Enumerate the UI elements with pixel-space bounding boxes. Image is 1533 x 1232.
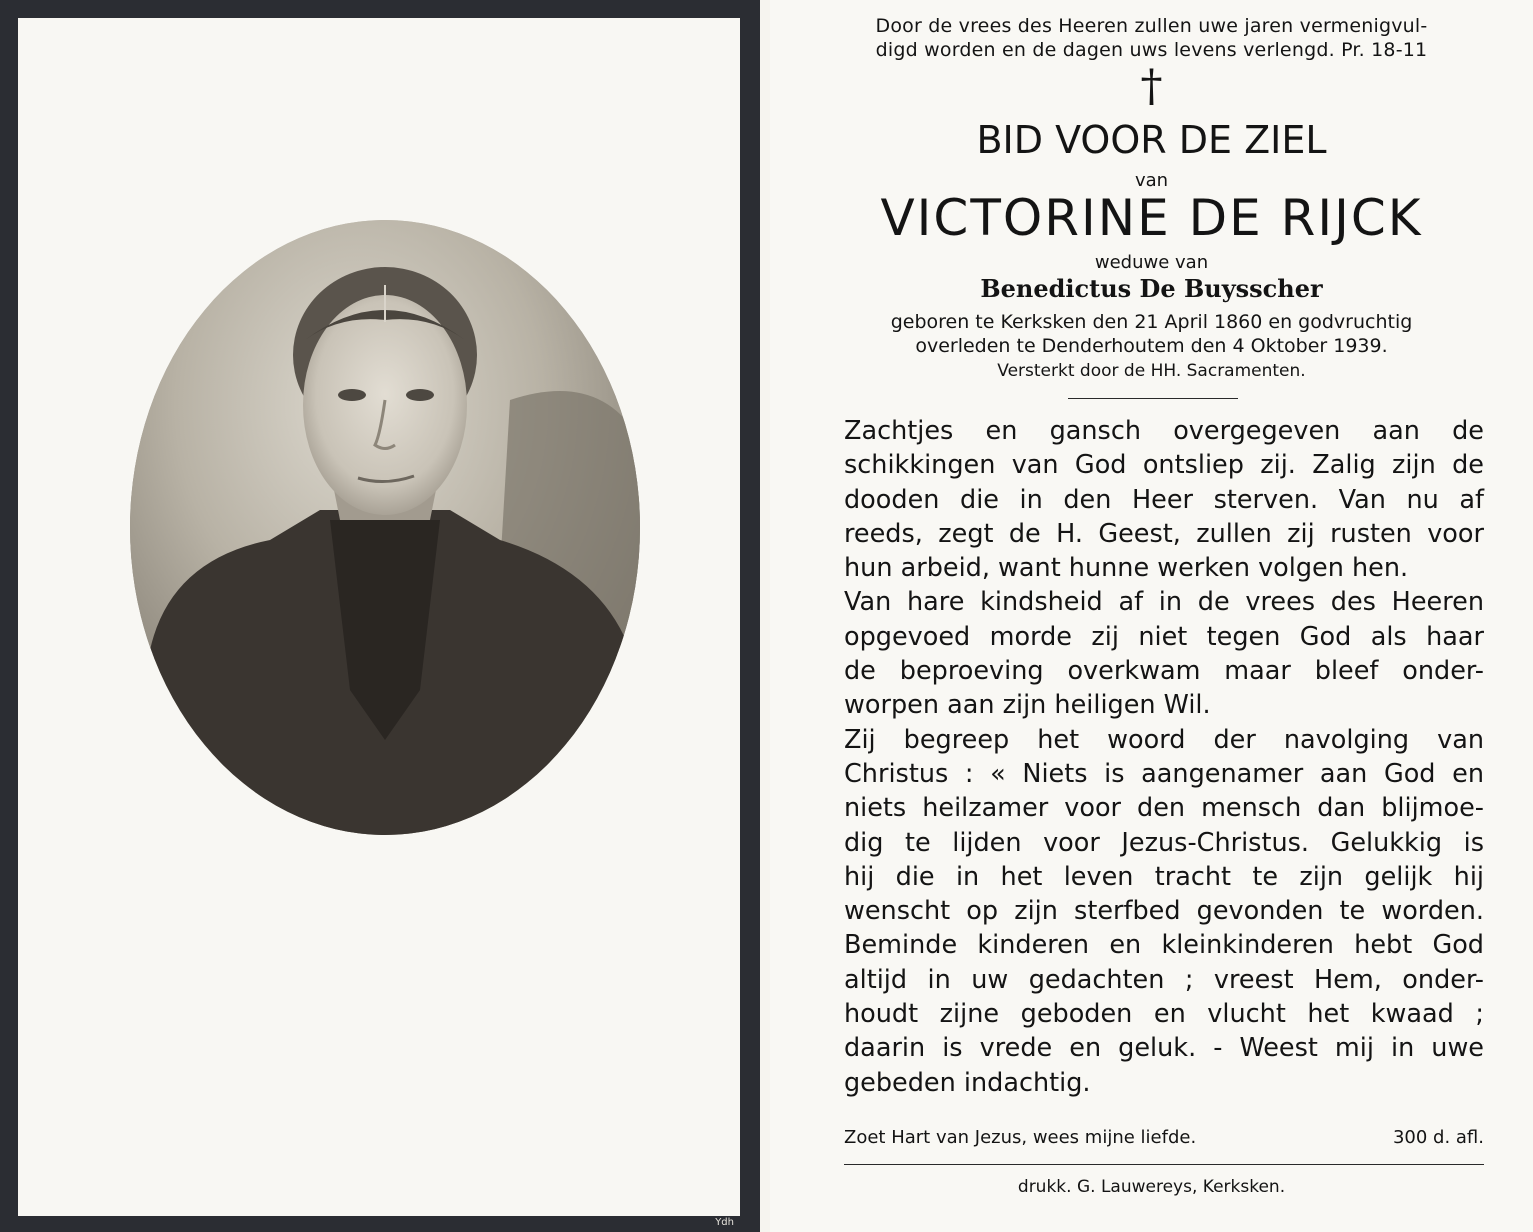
left-card: [0, 0, 760, 1232]
body-line: dooden die in den Heer sterven. Van nu af: [844, 484, 1484, 515]
widow-label: weduwe van: [1094, 252, 1209, 273]
cross-icon: †: [1140, 61, 1163, 112]
body-line: hij die in het leven tracht te zijn gelijk hij: [844, 861, 1484, 892]
divider-top: [1068, 398, 1238, 399]
body-text: [844, 414, 1484, 1100]
body-line: hun arbeid, want hunne werken volgen hen.: [844, 553, 1409, 584]
printer-credit: drukk. G. Lauwereys, Kerksken.: [1017, 1177, 1286, 1197]
body-line: Beminde kinderen en kleinkinderen hebt God: [844, 930, 1484, 961]
sacrament-line: Versterkt door de HH. Sacramenten.: [997, 361, 1306, 381]
right-card: [770, 0, 1533, 1232]
portrait-photo: [130, 220, 640, 835]
closing-prayer: Zoet Hart van Jezus, wees mijne liefde.: [844, 1127, 1197, 1148]
heading: BID VOOR DE ZIEL: [976, 118, 1327, 162]
body-line: dig te lijden voor Jezus-Christus. Gelukkig is: [844, 827, 1484, 858]
body-line: houdt zijne geboden en vlucht het kwaad ;: [844, 999, 1484, 1030]
body-line: Zij begreep het woord der navolging van: [844, 724, 1484, 755]
birth-line: geboren te Kerksken den 21 April 1860 en godvruchtig: [890, 311, 1413, 333]
verse-line-2: digd worden en de dagen uws levens verlengd. Pr. 18-11: [875, 39, 1428, 61]
body-line: schikkingen van God ontsliep zij. Zalig zijn de: [844, 450, 1484, 481]
printer-mark: Ydh: [715, 1217, 734, 1228]
indulgence-note: 300 d. afl.: [1392, 1127, 1484, 1148]
body-line: daarin is vrede en geluk. - Weest mij in uwe: [844, 1033, 1484, 1064]
body-line: Christus : « Niets is aangenamer aan God en: [844, 758, 1484, 789]
deceased-name: VICTORINE DE RIJCK: [880, 189, 1423, 247]
body-line: Zachtjes en gansch overgegeven aan de: [844, 416, 1484, 446]
divider-bottom: [844, 1164, 1484, 1165]
spouse-name: Benedictus De Buysscher: [980, 274, 1323, 303]
van-label: van: [1134, 170, 1169, 191]
verse-line-1: Door de vrees des Heeren zullen uwe jaren vermenigvul-: [875, 15, 1428, 37]
body-line: reeds, zegt de H. Geest, zullen zij rusten voor: [844, 518, 1484, 549]
body-line: de beproeving overkwam maar bleef onder-: [844, 656, 1484, 687]
bible-verse: [770, 14, 1533, 62]
body-line: worpen aan zijn heiligen Wil.: [844, 690, 1211, 721]
death-line: overleden te Denderhoutem den 4 Oktober 1939.: [915, 335, 1388, 357]
body-line: Van hare kindsheid af in de vrees des Heeren: [844, 587, 1484, 618]
body-line: altijd in uw gedachten ; vreest Hem, onder-: [844, 964, 1484, 995]
left-card-panel: [18, 18, 740, 1216]
body-line: opgevoed morde zij niet tegen God als haar: [844, 621, 1484, 652]
body-line: gebeden indachtig.: [844, 1067, 1091, 1098]
portrait-image: [130, 220, 640, 835]
body-line: niets heilzamer voor den mensch dan blijmoe-: [844, 793, 1484, 824]
body-line: wenscht op zijn sterfbed gevonden te worden.: [844, 896, 1484, 927]
